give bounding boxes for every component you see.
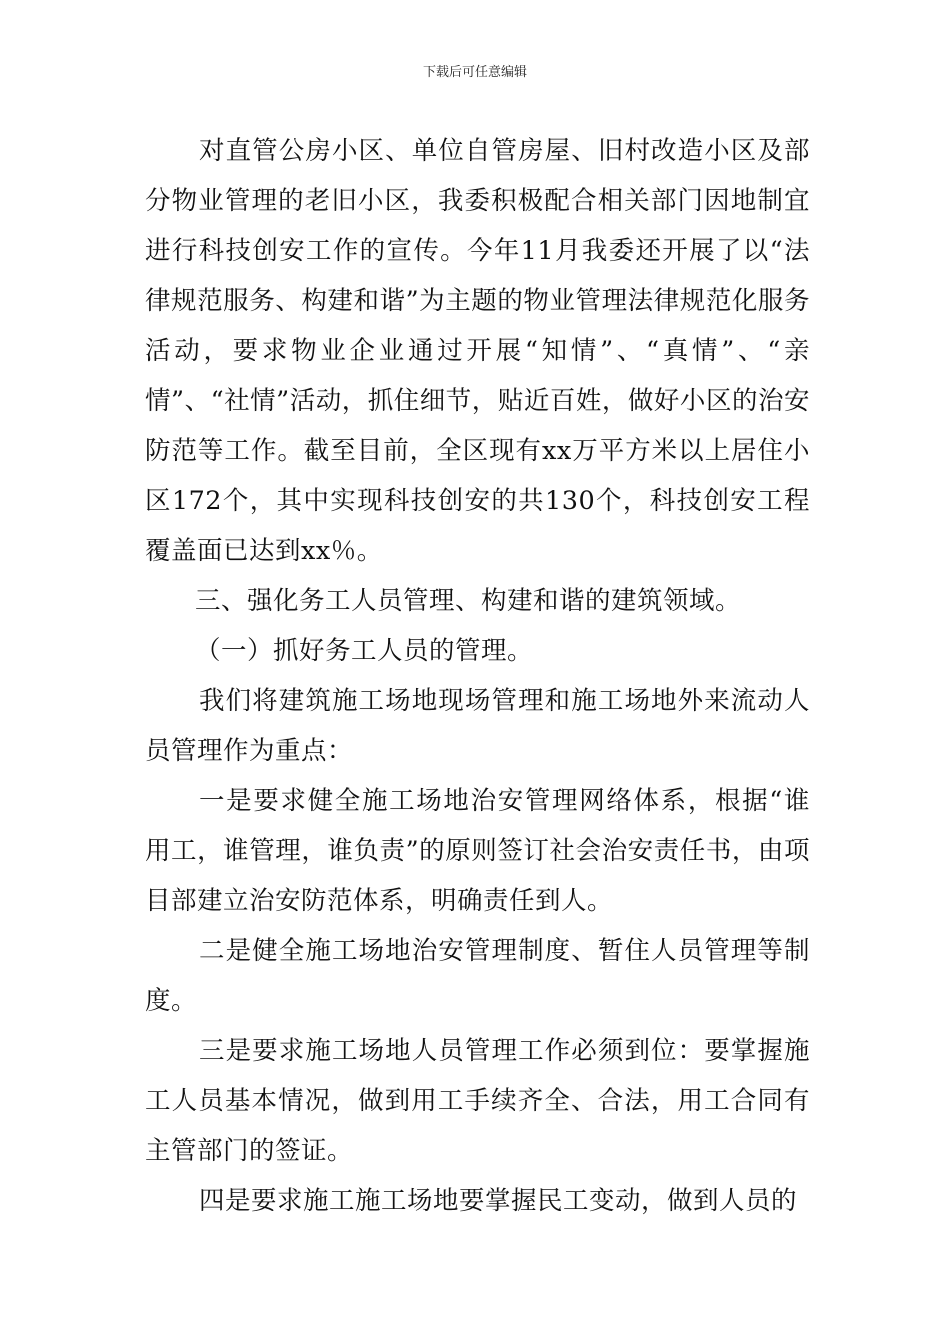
paragraph-point-four: 四是要求施工施工场地要掌握民工变动，做到人员的 (199, 1186, 798, 1216)
paragraph-point-two: 二是健全施工场地治安管理制度、暂住人员管理等制度。 (145, 936, 810, 1016)
section-heading-3: 三、强化务工人员管理、构建和谐的建筑领域。 (195, 586, 742, 616)
paragraph-community-security: 对直管公房小区、单位自管房屋、旧村改造小区及部分物业管理的老旧小区，我委积极配合相关部门因地制宜进行科技创安工作的宣传。今年11月我委还开展了以“法律规范服务、构建和谐”为主题的物业管理法律规范化服务活动，要求物业企业通过开展“知情”、“真情”、“亲情”、“社情”活动，抓住细节，贴近百姓，做好小区的治安防范等工作。截至目前，全区现有xx万平方米以上居住小区172个，其中实现科技创安的共130个，科技创安工程覆盖面已达到xx％。 (145, 136, 810, 566)
paragraph-point-three: 三是要求施工场地人员管理工作必须到位：要掌握施工人员基本情况，做到用工手续齐全、合法，用工合同有主管部门的签证。 (145, 1036, 810, 1166)
document-body (145, 126, 810, 1226)
page-header-note: 下载后可任意编辑 (422, 65, 527, 80)
paragraph-focus: 我们将建筑施工场地现场管理和施工场地外来流动人员管理作为重点： (145, 686, 810, 766)
subsection-heading-1: （一）抓好务工人员的管理。 (195, 636, 534, 666)
paragraph-point-one: 一是要求健全施工场地治安管理网络体系，根据“谁用工，谁管理，谁负责”的原则签订社会治安责任书，由项目部建立治安防范体系，明确责任到人。 (145, 786, 810, 916)
